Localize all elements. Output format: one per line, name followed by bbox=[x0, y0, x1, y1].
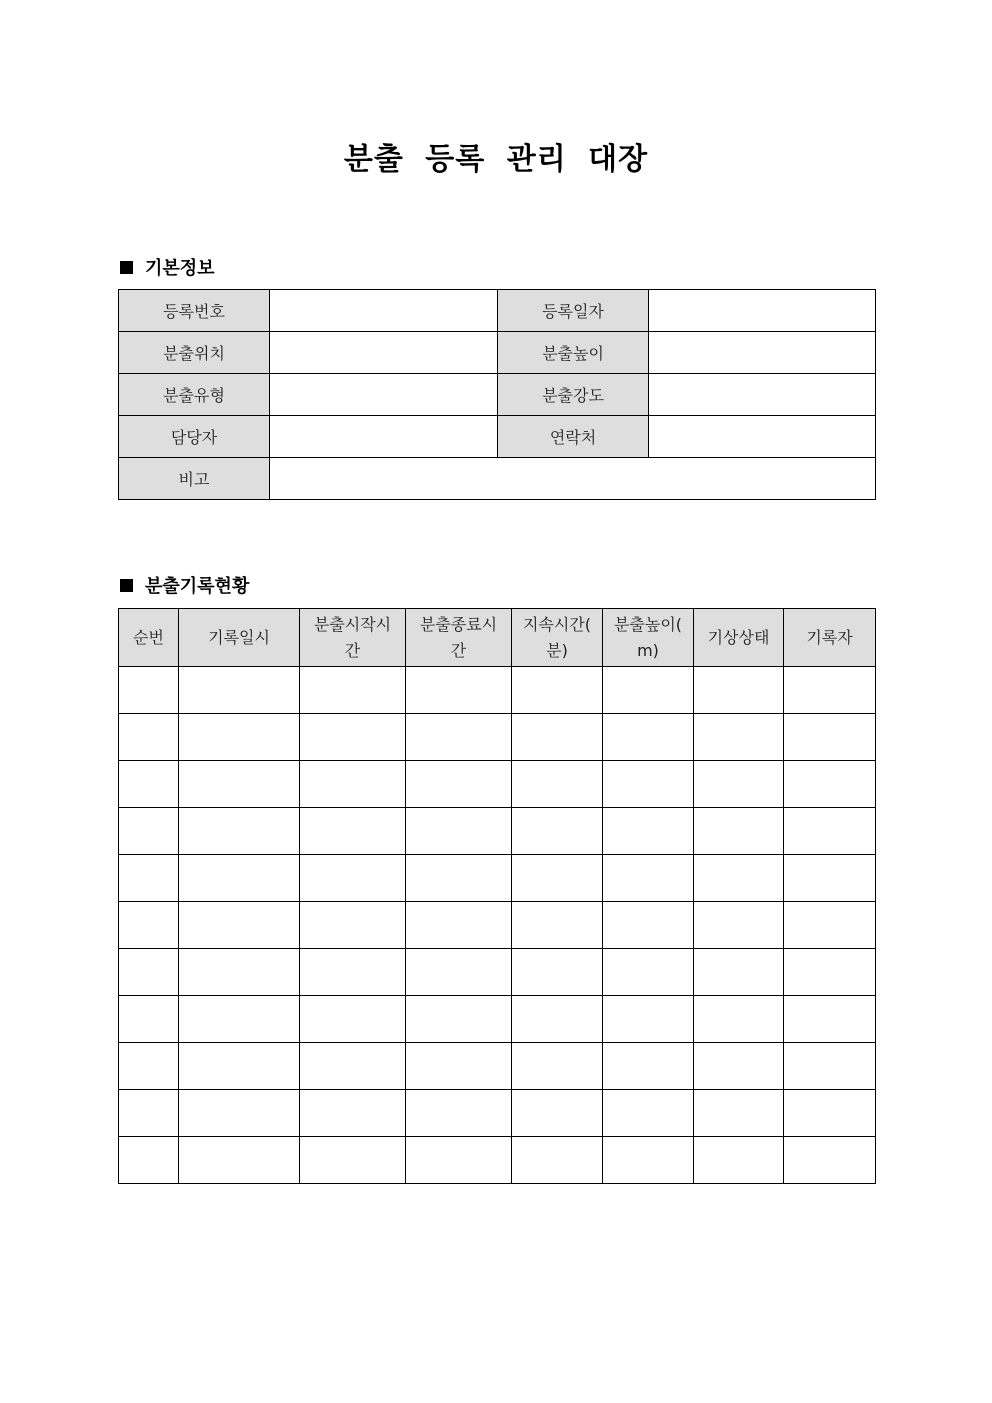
record-cell[interactable] bbox=[603, 1043, 694, 1090]
table-row bbox=[119, 332, 876, 374]
record-cell[interactable] bbox=[512, 808, 603, 855]
record-cell[interactable] bbox=[784, 761, 876, 808]
field-label: 분출위치 bbox=[119, 332, 270, 374]
record-cell[interactable] bbox=[603, 949, 694, 996]
record-cell[interactable] bbox=[179, 902, 300, 949]
record-cell[interactable] bbox=[119, 1043, 179, 1090]
record-cell[interactable] bbox=[406, 714, 512, 761]
record-cell[interactable] bbox=[694, 902, 784, 949]
record-cell[interactable] bbox=[512, 996, 603, 1043]
record-cell[interactable] bbox=[694, 714, 784, 761]
record-cell[interactable] bbox=[119, 855, 179, 902]
record-cell[interactable] bbox=[179, 714, 300, 761]
table-row bbox=[119, 416, 876, 458]
record-cell[interactable] bbox=[603, 761, 694, 808]
column-header-line: m) bbox=[637, 640, 659, 660]
record-cell[interactable] bbox=[512, 949, 603, 996]
eruption-type-field[interactable] bbox=[270, 374, 498, 416]
record-cell[interactable] bbox=[512, 1090, 603, 1137]
record-cell[interactable] bbox=[694, 1137, 784, 1184]
record-cell[interactable] bbox=[300, 855, 406, 902]
record-cell[interactable] bbox=[784, 1090, 876, 1137]
column-header-line: 분출종료시 bbox=[419, 614, 498, 634]
record-cell[interactable] bbox=[784, 808, 876, 855]
record-cell[interactable] bbox=[179, 996, 300, 1043]
registration-number-field[interactable] bbox=[270, 290, 498, 332]
record-cell[interactable] bbox=[694, 996, 784, 1043]
table-row bbox=[119, 374, 876, 416]
record-cell[interactable] bbox=[603, 714, 694, 761]
record-cell[interactable] bbox=[119, 1090, 179, 1137]
eruption-location-field[interactable] bbox=[270, 332, 498, 374]
record-cell[interactable] bbox=[512, 855, 603, 902]
column-header bbox=[406, 609, 512, 667]
section-heading-label: 기본정보 bbox=[145, 258, 215, 279]
record-cell[interactable] bbox=[119, 1137, 179, 1184]
record-cell[interactable] bbox=[694, 761, 784, 808]
record-cell[interactable] bbox=[512, 902, 603, 949]
record-cell[interactable] bbox=[406, 1090, 512, 1137]
column-header-line: 기상상태 bbox=[707, 627, 770, 647]
record-cell[interactable] bbox=[119, 996, 179, 1043]
section-heading-records bbox=[120, 572, 249, 598]
record-cell[interactable] bbox=[694, 1043, 784, 1090]
record-cell[interactable] bbox=[179, 855, 300, 902]
column-header-line: 간 bbox=[344, 640, 361, 660]
record-cell[interactable] bbox=[179, 667, 300, 714]
column-header bbox=[300, 609, 406, 667]
column-header-line: 분) bbox=[546, 640, 568, 660]
section-heading-label: 분출기록현황 bbox=[145, 576, 250, 597]
column-header-line: 분출높이( bbox=[613, 614, 683, 634]
record-cell[interactable] bbox=[603, 996, 694, 1043]
record-cell[interactable] bbox=[784, 996, 876, 1043]
eruption-height-field[interactable] bbox=[649, 332, 876, 374]
record-cell[interactable] bbox=[406, 1043, 512, 1090]
record-cell[interactable] bbox=[784, 714, 876, 761]
record-cell[interactable] bbox=[119, 667, 179, 714]
record-cell[interactable] bbox=[406, 667, 512, 714]
record-cell[interactable] bbox=[300, 761, 406, 808]
record-cell[interactable] bbox=[300, 949, 406, 996]
record-cell[interactable] bbox=[512, 714, 603, 761]
record-cell[interactable] bbox=[694, 949, 784, 996]
record-cell[interactable] bbox=[406, 808, 512, 855]
field-label: 분출강도 bbox=[498, 374, 649, 416]
record-cell[interactable] bbox=[179, 1137, 300, 1184]
column-header-line: 간 bbox=[450, 640, 467, 660]
table-row bbox=[119, 290, 876, 332]
record-cell[interactable] bbox=[406, 1137, 512, 1184]
record-cell[interactable] bbox=[119, 761, 179, 808]
record-cell[interactable] bbox=[512, 761, 603, 808]
eruption-records-table bbox=[118, 608, 876, 1184]
record-cell[interactable] bbox=[406, 996, 512, 1043]
record-cell[interactable] bbox=[179, 1043, 300, 1090]
record-cell[interactable] bbox=[603, 1090, 694, 1137]
column-header bbox=[119, 609, 179, 667]
column-header bbox=[694, 609, 784, 667]
basic-info-table bbox=[118, 289, 876, 500]
record-cell[interactable] bbox=[179, 949, 300, 996]
eruption-intensity-field[interactable] bbox=[649, 374, 876, 416]
record-cell[interactable] bbox=[300, 808, 406, 855]
table-row bbox=[119, 996, 876, 1043]
field-label: 비고 bbox=[119, 458, 270, 500]
table-row bbox=[119, 458, 876, 500]
record-cell[interactable] bbox=[300, 1043, 406, 1090]
column-header bbox=[179, 609, 300, 667]
record-cell[interactable] bbox=[784, 949, 876, 996]
table-header-row bbox=[119, 609, 876, 667]
record-cell[interactable] bbox=[784, 855, 876, 902]
record-cell[interactable] bbox=[512, 1137, 603, 1184]
record-cell[interactable] bbox=[512, 1043, 603, 1090]
record-cell[interactable] bbox=[179, 761, 300, 808]
record-cell[interactable] bbox=[179, 1090, 300, 1137]
square-bullet-icon bbox=[120, 261, 133, 274]
table-row bbox=[119, 761, 876, 808]
field-label: 연락처 bbox=[498, 416, 649, 458]
record-cell[interactable] bbox=[406, 761, 512, 808]
record-cell[interactable] bbox=[694, 855, 784, 902]
column-header-line: 분출시작시 bbox=[313, 614, 392, 634]
field-label: 담당자 bbox=[119, 416, 270, 458]
column-header-line: 순번 bbox=[133, 627, 164, 647]
record-cell[interactable] bbox=[119, 808, 179, 855]
record-cell[interactable] bbox=[603, 902, 694, 949]
manager-field[interactable] bbox=[270, 416, 498, 458]
table-row bbox=[119, 808, 876, 855]
record-cell[interactable] bbox=[694, 1090, 784, 1137]
table-row bbox=[119, 1137, 876, 1184]
record-cell[interactable] bbox=[300, 1090, 406, 1137]
field-label: 등록일자 bbox=[498, 290, 649, 332]
remarks-field[interactable] bbox=[270, 458, 876, 500]
section-heading-basic-info bbox=[120, 254, 215, 280]
record-cell[interactable] bbox=[300, 714, 406, 761]
record-cell[interactable] bbox=[784, 667, 876, 714]
table-row bbox=[119, 949, 876, 996]
record-cell[interactable] bbox=[300, 902, 406, 949]
column-header-line: 기록자 bbox=[806, 627, 853, 647]
table-row bbox=[119, 1043, 876, 1090]
column-header bbox=[784, 609, 876, 667]
record-cell[interactable] bbox=[784, 1043, 876, 1090]
table-row bbox=[119, 1090, 876, 1137]
field-label: 분출높이 bbox=[498, 332, 649, 374]
record-cell[interactable] bbox=[119, 902, 179, 949]
record-cell[interactable] bbox=[406, 855, 512, 902]
record-cell[interactable] bbox=[119, 714, 179, 761]
record-cell[interactable] bbox=[603, 1137, 694, 1184]
field-label: 등록번호 bbox=[119, 290, 270, 332]
contact-field[interactable] bbox=[649, 416, 876, 458]
record-cell[interactable] bbox=[300, 1137, 406, 1184]
column-header-line: 지속시간( bbox=[522, 614, 592, 634]
record-cell[interactable] bbox=[512, 667, 603, 714]
table-row bbox=[119, 714, 876, 761]
document-title: 분출 등록 관리 대장 bbox=[343, 142, 649, 177]
record-cell[interactable] bbox=[406, 902, 512, 949]
record-cell[interactable] bbox=[784, 1137, 876, 1184]
table-row bbox=[119, 902, 876, 949]
record-cell[interactable] bbox=[694, 667, 784, 714]
record-cell[interactable] bbox=[300, 667, 406, 714]
record-cell[interactable] bbox=[119, 949, 179, 996]
record-cell[interactable] bbox=[603, 808, 694, 855]
column-header bbox=[603, 609, 694, 667]
column-header bbox=[512, 609, 603, 667]
record-cell[interactable] bbox=[694, 808, 784, 855]
record-cell[interactable] bbox=[603, 855, 694, 902]
record-cell[interactable] bbox=[406, 949, 512, 996]
table-row bbox=[119, 667, 876, 714]
field-label: 분출유형 bbox=[119, 374, 270, 416]
record-cell[interactable] bbox=[300, 996, 406, 1043]
table-row bbox=[119, 855, 876, 902]
record-cell[interactable] bbox=[179, 808, 300, 855]
column-header-line: 기록일시 bbox=[208, 627, 270, 647]
square-bullet-icon bbox=[120, 579, 133, 592]
record-cell[interactable] bbox=[603, 667, 694, 714]
registration-date-field[interactable] bbox=[649, 290, 876, 332]
record-cell[interactable] bbox=[784, 902, 876, 949]
